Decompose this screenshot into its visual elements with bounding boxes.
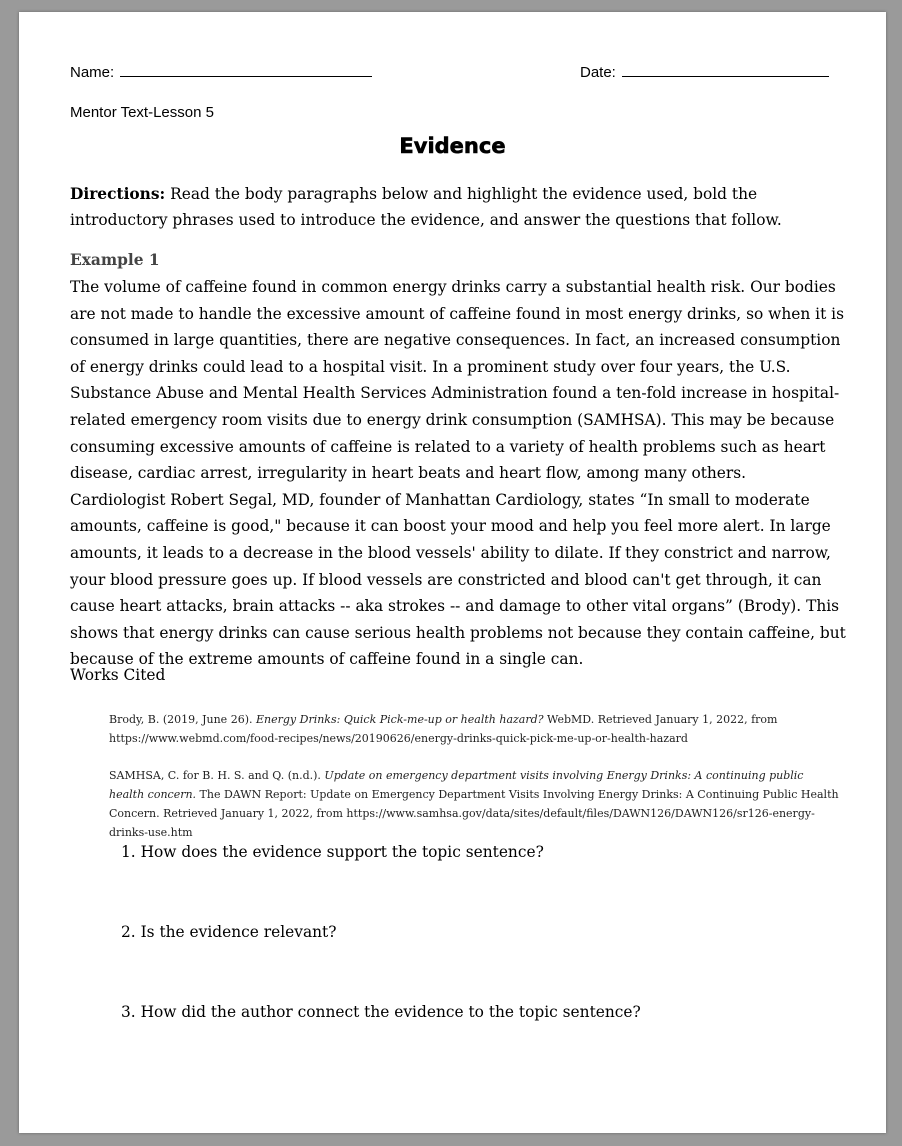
citation-suffix: WebMD. Retrieved January 1, 2022, from https://www.webmd.com/food-recipes/news/20190626/energy-drinks-quick-pick-me-up-or-health-hazard — [109, 713, 778, 745]
name-field[interactable] — [70, 62, 372, 81]
directions-label: Directions: — [70, 185, 166, 203]
date-label: Date: — [580, 64, 616, 81]
example-heading: Example 1 — [70, 251, 160, 269]
page-title: Evidence — [399, 134, 506, 158]
question-1: 1. How does the evidence support the topic sentence? — [121, 843, 544, 861]
lesson-label: Mentor Text-Lesson 5 — [70, 104, 214, 121]
citation-brody — [109, 710, 839, 748]
directions-text: Read the body paragraphs below and highlight the evidence used, bold the introductory phrases used to introduce the evidence, and answer the questions that follow. — [70, 185, 782, 229]
citation-title: Energy Drinks: Quick Pick-me-up or health hazard? — [255, 713, 544, 726]
question-2: 2. Is the evidence relevant? — [121, 923, 337, 941]
date-field[interactable] — [580, 62, 829, 81]
citation-suffix: The DAWN Report: Update on Emergency Department Visits Involving Energy Drinks: A Continuing Public Health Concern. Retrieved January 1, 2022, from https://www.samhsa.gov/data/sites/default/files/DAWN126/DAWN126/sr126-energy-drinks-use.htm — [109, 788, 839, 839]
example-paragraph: The volume of caffeine found in common energy drinks carry a substantial health risk. Our bodies are not made to handle the excessive amount of caffeine found in most energy drinks, so when it is consumed in large quantities, there are negative consequences. In fact, an increased consumption of energy drinks could lead to a hospital visit. In a prominent study over four years, the U.S. Substance Abuse and Mental Health Services Administration found a ten-fold increase in hospital-related emergency room visits due to energy drink consumption (SAMHSA). This may be because consuming excessive amounts of caffeine is related to a variety of health problems such as heart disease, cardiac arrest, irregularity in heart beats and heart flow, among many others. Cardiologist Robert Segal, MD, founder of Manhattan Cardiology, states “In small to moderate amounts, caffeine is good," because it can boost your mood and help you feel more alert. In large amounts, it leads to a decrease in the blood vessels' ability to dilate. If they constrict and narrow, your blood pressure goes up. If blood vessels are constricted and blood can't get through, it can cause heart attacks, brain attacks -- aka strokes -- and damage to other vital organs” (Brody). This shows that energy drinks can cause serious health problems not because they contain caffeine, but because of the extreme amounts of caffeine found in a single can. — [70, 278, 846, 669]
citation-title: Update on emergency department visits involving Energy Drinks: A continuing public health concern. — [109, 769, 804, 801]
works-cited-title: Works Cited — [70, 666, 166, 684]
name-blank-line[interactable] — [120, 62, 372, 77]
directions — [70, 181, 850, 233]
date-blank-line[interactable] — [622, 62, 829, 77]
citation-prefix: SAMHSA, C. for B. H. S. and Q. (n.d.). — [109, 769, 325, 782]
document-page — [19, 12, 886, 1133]
citation-prefix: Brody, B. (2019, June 26). — [109, 713, 256, 726]
name-label: Name: — [70, 64, 115, 81]
question-3: 3. How did the author connect the evidence to the topic sentence? — [121, 1003, 641, 1021]
citation-samhsa — [109, 766, 839, 842]
